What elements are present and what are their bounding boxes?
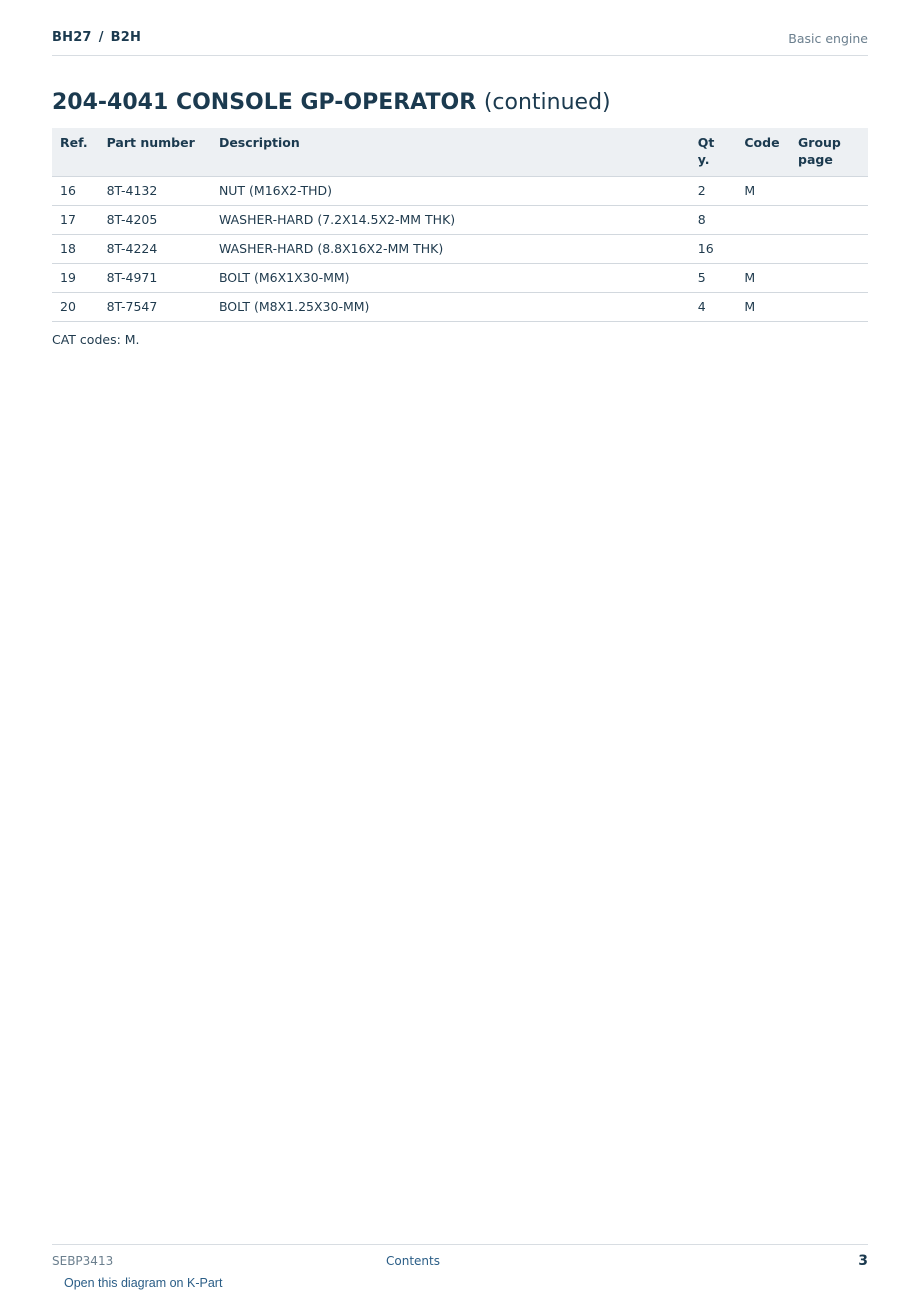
- cell-ref: 16: [52, 177, 99, 206]
- cell-description: NUT (M16X2-THD): [211, 177, 690, 206]
- table-row: [52, 293, 868, 322]
- page-header: [52, 28, 868, 56]
- cell-ref: 20: [52, 293, 99, 322]
- column-header-group-page: Group page: [790, 128, 868, 177]
- cell-part-number: 8T-4132: [99, 177, 211, 206]
- cell-code: M: [736, 293, 790, 322]
- cell-part-number: 8T-4971: [99, 264, 211, 293]
- column-header-description: Description: [211, 128, 690, 177]
- cell-code: M: [736, 264, 790, 293]
- table-row: [52, 177, 868, 206]
- cell-ref: 19: [52, 264, 99, 293]
- cell-qty: 8: [690, 206, 737, 235]
- parts-table: [52, 128, 868, 322]
- breadcrumb: [52, 30, 141, 45]
- cell-group-page: [790, 264, 868, 293]
- column-header-part-number: Part number: [99, 128, 211, 177]
- cell-description: BOLT (M6X1X30-MM): [211, 264, 690, 293]
- page-number: 3: [858, 1253, 868, 1269]
- cell-qty: 2: [690, 177, 737, 206]
- table-row: [52, 264, 868, 293]
- page-footer: [52, 1244, 868, 1275]
- cell-group-page: [790, 177, 868, 206]
- breadcrumb-model: BH27: [52, 30, 92, 45]
- cell-code: M: [736, 177, 790, 206]
- column-header-qty-label: Qty.: [697, 135, 715, 167]
- cell-group-page: [790, 293, 868, 322]
- cell-group-page: [790, 235, 868, 264]
- cell-part-number: 8T-4224: [99, 235, 211, 264]
- page-title: [52, 90, 611, 115]
- cell-qty: 5: [690, 264, 737, 293]
- cell-qty: 4: [690, 293, 737, 322]
- cell-part-number: 8T-7547: [99, 293, 211, 322]
- table-row: [52, 235, 868, 264]
- breadcrumb-variant: B2H: [110, 30, 142, 45]
- column-header-code: Code: [736, 128, 790, 177]
- cell-description: BOLT (M8X1.25X30-MM): [211, 293, 690, 322]
- title-suffix: (continued): [483, 90, 611, 115]
- cell-description: WASHER-HARD (7.2X14.5X2-MM THK): [211, 206, 690, 235]
- cell-part-number: 8T-4205: [99, 206, 211, 235]
- cell-qty: 16: [690, 235, 737, 264]
- cell-code: [736, 235, 790, 264]
- cell-ref: 17: [52, 206, 99, 235]
- column-header-qty: [690, 128, 737, 177]
- table-row: [52, 206, 868, 235]
- kpart-diagram-link[interactable]: Open this diagram on K-Part: [64, 1276, 223, 1290]
- document-number: SEBP3413: [52, 1254, 114, 1268]
- cat-codes-note: CAT codes: M.: [52, 332, 140, 347]
- title-main: 204-4041 CONSOLE GP-OPERATOR: [52, 90, 477, 115]
- cell-group-page: [790, 206, 868, 235]
- section-label: Basic engine: [788, 31, 868, 46]
- column-header-ref: Ref.: [52, 128, 99, 177]
- table-header-row: [52, 128, 868, 177]
- cell-description: WASHER-HARD (8.8X16X2-MM THK): [211, 235, 690, 264]
- contents-link[interactable]: Contents: [386, 1254, 440, 1268]
- cell-code: [736, 206, 790, 235]
- cell-ref: 18: [52, 235, 99, 264]
- breadcrumb-separator: /: [98, 30, 104, 45]
